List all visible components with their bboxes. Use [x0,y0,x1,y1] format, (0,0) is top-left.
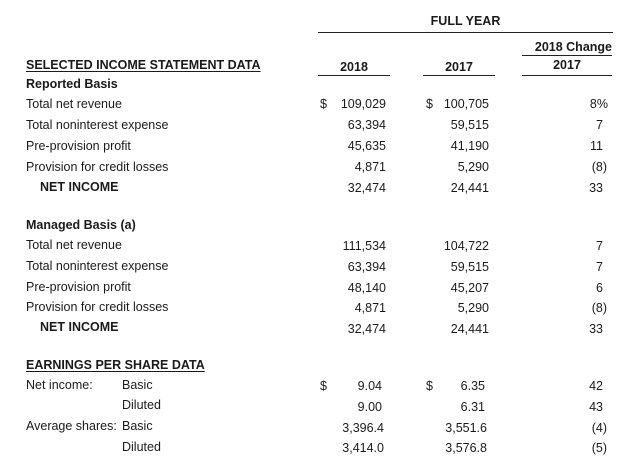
value-2018: 3,396.4 [342,421,384,435]
change-header-divider [522,55,612,56]
value-2017: 45,207 [450,281,489,295]
row-label: Total noninterest expense [26,118,169,132]
reported-basis-title: Reported Basis [26,77,118,91]
value-2017: 100,705 [443,97,489,111]
row-label: Provision for credit losses [26,300,169,314]
dollar-sign-2018: $ [320,97,327,111]
value-2017: 5,290 [457,160,489,174]
dollar-sign-2017: $ [426,97,433,111]
value-2018: 32,474 [347,181,386,195]
value-2017: 104,722 [443,239,489,253]
value-2018: 109,029 [340,97,386,111]
change-col-underline [522,75,612,76]
row-label: Average shares: [26,419,117,433]
value-2017: 3,576.8 [445,441,487,455]
change-value: 6 [596,281,603,295]
value-2017: 41,190 [450,139,489,153]
row-label: Total net revenue [26,97,122,111]
dollar-sign-2018: $ [320,379,327,393]
change-value: 33 [589,181,603,195]
row-label: NET INCOME [40,320,119,334]
value-2018: 3,414.0 [342,441,384,455]
change-value: 42 [589,379,603,393]
change-value: 7 [596,118,603,132]
change-value: 7 [596,260,603,274]
row-sublabel: Diluted [122,398,161,412]
row-sublabel: Diluted [122,440,161,454]
value-2018: 63,394 [347,118,386,132]
change-value: 7 [596,239,603,253]
change-value: (5) [591,441,607,455]
value-2017: 6.35 [460,379,485,393]
row-sublabel: Basic [122,378,153,392]
value-2018: 9.04 [357,379,382,393]
col-2017-underline [423,75,495,76]
dollar-sign-2017: $ [426,379,433,393]
change-value: (4) [591,421,607,435]
change-value: 33 [589,322,603,336]
row-label: Net income: [26,378,93,392]
change-header-bottom: 2017 [553,58,581,72]
full-year-header: FULL YEAR [430,14,501,28]
full-year-divider [318,32,613,33]
value-2017: 5,290 [457,301,489,315]
value-2018: 48,140 [347,281,386,295]
change-value: 43 [589,400,603,414]
change-value: 8% [589,97,608,111]
value-2018: 4,871 [354,301,386,315]
value-2017: 3,551.6 [445,421,487,435]
value-2018: 45,635 [347,139,386,153]
row-sublabel: Basic [122,419,153,433]
value-2017: 24,441 [450,322,489,336]
value-2018: 9.00 [357,400,382,414]
change-value: 11 [590,139,603,153]
value-2017: 24,441 [450,181,489,195]
value-2017: 59,515 [450,260,489,274]
value-2018: 63,394 [347,260,386,274]
managed-basis-title: Managed Basis (a) [26,218,136,232]
section-title-eps: EARNINGS PER SHARE DATA [26,358,205,372]
row-label: Total net revenue [26,238,122,252]
row-label: Provision for credit losses [26,160,169,174]
value-2018: 4,871 [354,160,386,174]
row-label: Total noninterest expense [26,259,169,273]
section-title-income: SELECTED INCOME STATEMENT DATA [26,58,261,72]
value-2018: 111,534 [342,239,386,253]
value-2017: 59,515 [450,118,489,132]
row-label: NET INCOME [40,180,119,194]
change-value: (8) [591,301,607,315]
change-header-top: 2018 Change [534,40,612,54]
value-2018: 32,474 [347,322,386,336]
row-label: Pre-provision profit [26,280,131,294]
column-header-2018: 2018 [340,60,368,74]
col-2018-underline [318,75,390,76]
row-label: Pre-provision profit [26,139,131,153]
change-value: (8) [591,160,607,174]
column-header-2017: 2017 [445,60,473,74]
value-2017: 6.31 [460,400,485,414]
